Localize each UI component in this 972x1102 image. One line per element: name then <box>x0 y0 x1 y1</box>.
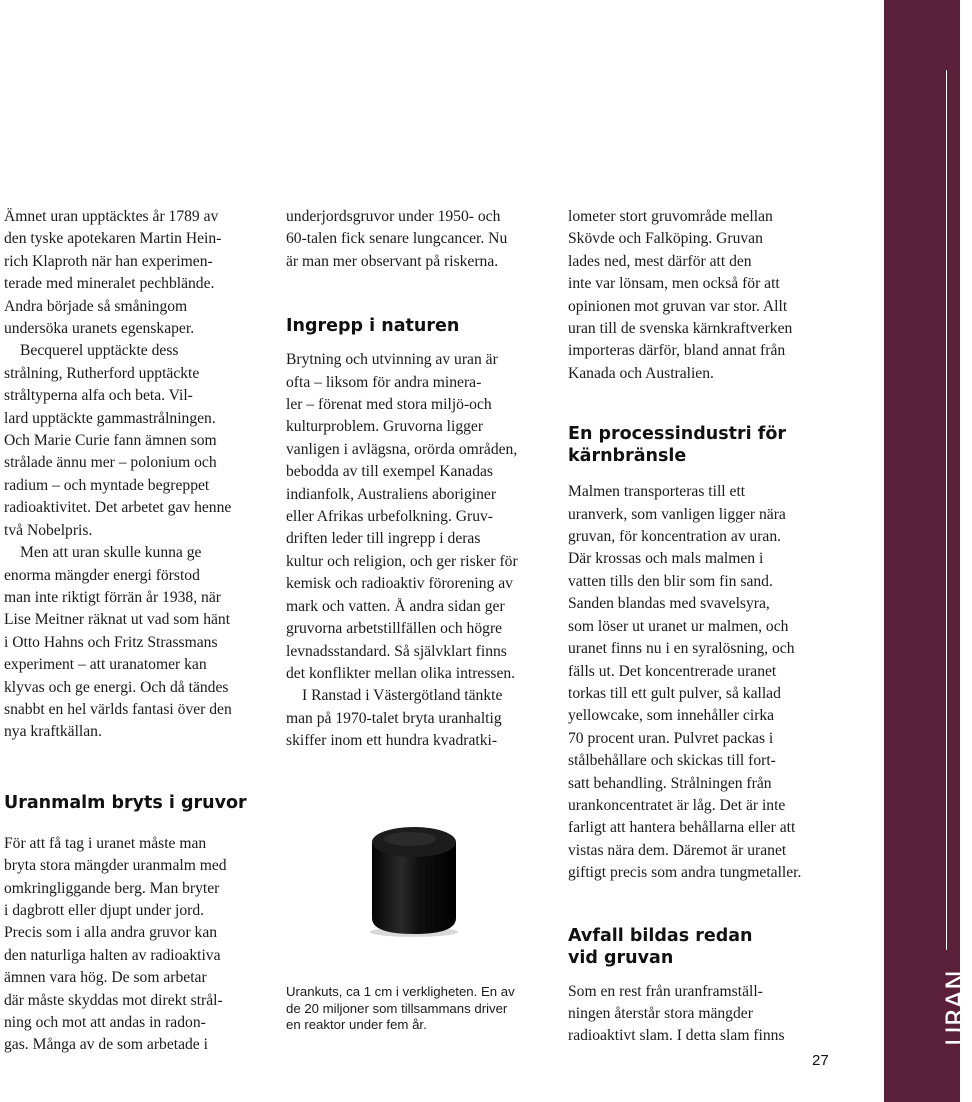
text-line: är man mer observant på riskerna. <box>286 252 499 270</box>
text-line: omkringliggande berg. Man bryter <box>4 879 220 897</box>
text-line: kärnbränsle <box>568 446 687 467</box>
text-line: mark och vatten. Å andra sidan ger <box>286 597 505 615</box>
heading-avfall <box>568 925 830 969</box>
text-line: experiment – att uranatomer kan <box>4 656 207 674</box>
text-line: klyvas och ge energi. Och då tändes <box>4 678 229 696</box>
text-line: den tyske apotekaren Martin Hein- <box>4 230 222 248</box>
text-line: För att få tag i uranet måste man <box>4 834 207 852</box>
text-line: giftigt precis som andra tungmetaller. <box>568 864 802 882</box>
paragraph-meitner <box>4 542 266 744</box>
text-line: skiffer inom ett hundra kvadratki- <box>286 732 498 750</box>
text-line: inte var lönsam, men också för att <box>568 275 780 293</box>
paragraph-becquerel <box>4 340 266 542</box>
text-line: ning och mot att andas in radon- <box>4 1014 206 1031</box>
text-line: lometer stort gruvområde mellan <box>568 208 773 225</box>
text-line: Brytning och utvinning av uran är <box>286 351 498 369</box>
text-line: enorma mängder energi förstod <box>4 566 200 584</box>
paragraph-mining <box>4 833 266 1057</box>
text-line: kultur och religion, och ger risker för <box>286 552 518 570</box>
text-line: ler – förenat med stora miljö-och <box>286 396 492 414</box>
chapter-label: URAN <box>941 969 972 1046</box>
text-line: gruvan, för koncentration av uran. <box>568 528 782 546</box>
text-line: i Otto Hahns och Fritz Strassmans <box>4 633 218 651</box>
text-line: Sanden blandas med svavelsyra, <box>568 595 770 613</box>
text-line: Malmen transporteras till ett <box>568 483 746 501</box>
text-line: Precis som i alla andra gruvor kan <box>4 924 218 942</box>
text-line: Becquerel upptäckte dess <box>20 342 179 360</box>
paragraph-ranstad-cont <box>568 206 830 385</box>
text-line: importeras därför, bland annat från <box>568 342 786 360</box>
text-line: indianfolk, Australiens aboriginer <box>286 485 497 503</box>
text-line: Men att uran skulle kunna ge <box>20 544 202 562</box>
text-column-2 <box>286 206 548 753</box>
text-line: uran till de svenska kärnkraftverken <box>568 320 793 338</box>
text-line: vatten tills den blir som fin sand. <box>568 572 773 590</box>
text-column-1 <box>4 206 266 1057</box>
text-line: Kanada och Australien. <box>568 364 714 382</box>
text-line: som löser ut uranet ur malmen, och <box>568 617 789 635</box>
text-line: strålade ännu mer – polonium och <box>4 454 217 472</box>
text-line: Skövde och Falköping. Gruvan <box>568 230 763 248</box>
text-line: Andra började så småningom <box>4 297 188 315</box>
text-line: radioaktivt slam. I detta slam finns <box>568 1027 785 1045</box>
heading-uranmalm: Uranmalm bryts i gruvor <box>4 792 247 813</box>
text-line: driften leder till ingrepp i deras <box>286 530 481 548</box>
text-line: opinionen mot gruvan var stor. Allt <box>568 297 788 315</box>
text-line: satt behandling. Strålningen från <box>568 774 772 792</box>
text-line: radium – och myntade begreppet <box>4 476 210 494</box>
text-line: 60-talen fick senare lungcancer. Nu <box>286 230 508 248</box>
paragraph-discovery <box>4 206 266 340</box>
text-line: Och Marie Curie fann ämnen som <box>4 432 217 450</box>
text-line: Där krossas och mals malmen i <box>568 550 764 568</box>
text-line: I Ranstad i Västergötland tänkte <box>302 687 503 705</box>
text-line: Urankuts, ca 1 cm i verkligheten. En av <box>286 984 515 999</box>
text-line: fälls ut. Det koncentrerade uranet <box>568 662 777 680</box>
text-line: bryta stora mängder uranmalm med <box>4 857 227 875</box>
text-line: en reaktor under fem år. <box>286 1017 427 1032</box>
text-line: vanligen i avlägsna, orörda områden, <box>286 440 518 458</box>
paragraph-environment <box>286 349 548 685</box>
text-line: 70 procent uran. Pulvret packas i <box>568 729 774 747</box>
text-line: stålbehållare och skickas till fort- <box>568 752 776 770</box>
text-line: kulturproblem. Gruvorna ligger <box>286 418 484 436</box>
text-line: nya kraftkällan. <box>4 723 102 741</box>
uranium-pellet-image <box>358 822 468 940</box>
text-line: strålning, Rutherford upptäckte <box>4 364 200 382</box>
text-line: den naturliga halten av radioaktiva <box>4 946 221 964</box>
sidebar-rule <box>946 70 947 950</box>
text-line: eller Afrikas urbefolkning. Gruv- <box>286 508 493 526</box>
text-column-3 <box>568 206 830 1048</box>
text-line: radioaktivitet. Det arbetet gav henne <box>4 499 232 517</box>
page-number: 27 <box>812 1052 829 1069</box>
text-line: vistas nära dem. Däremot är uranet <box>568 841 787 859</box>
heading-ingrepp: Ingrepp i naturen <box>286 316 460 337</box>
paragraph-uranverk <box>568 481 830 884</box>
text-line: yellowcake, som innehåller cirka <box>568 707 775 725</box>
heading-processindustri <box>568 423 830 467</box>
text-line: man inte riktigt förrän år 1938, när <box>4 588 221 606</box>
text-line: man på 1970-talet bryta uranhaltig <box>286 709 502 727</box>
text-line: där måste skyddas mot direkt strål- <box>4 991 223 1009</box>
text-line: rich Klaproth när han experimen- <box>4 252 213 270</box>
text-line: gruvorna arbetstillfällen och högre <box>286 620 503 638</box>
text-line: Ämnet uran upptäcktes år 1789 av <box>4 208 219 225</box>
text-line: stråltyperna alfa och beta. Vil- <box>4 387 193 405</box>
text-line: gas. Många av de som arbetade i <box>4 1036 208 1054</box>
text-line: det konflikter mellan olika intressen. <box>286 664 516 682</box>
text-line: Avfall bildas redan <box>568 925 753 946</box>
text-line: uranet finns nu i en syralösning, och <box>568 640 795 658</box>
text-line: bebodda av till exempel Kanadas <box>286 463 493 481</box>
text-line: lades ned, mest därför att den <box>568 252 752 270</box>
text-line: Lise Meitner räknat ut vad som hänt <box>4 611 231 629</box>
chapter-sidebar <box>884 0 960 1102</box>
text-line: farligt att hantera behållarna eller att <box>568 819 796 837</box>
text-line: ofta – liksom för andra minera- <box>286 373 482 391</box>
text-line: snabbt en hel världs fantasi över den <box>4 700 232 718</box>
text-line: lard upptäckte gammastrålningen. <box>4 409 216 427</box>
text-line: kemisk och radioaktiv förorening av <box>286 575 513 593</box>
text-line: torkas till ett gult pulver, så kallad <box>568 684 781 702</box>
text-line: i dagbrott eller djupt under jord. <box>4 901 205 919</box>
text-line: En processindustri för <box>568 424 786 445</box>
text-line: underjordsgruvor under 1950- och <box>286 208 501 225</box>
text-line: ningen återstår stora mängder <box>568 1004 753 1022</box>
text-line: undersöka uranets egenskaper. <box>4 320 195 338</box>
text-line: levnadsstandard. Så självklart finns <box>286 642 507 660</box>
text-line: de 20 miljoner som tillsammans driver <box>286 1000 508 1016</box>
text-line: Som en rest från uranframställ- <box>568 982 763 1000</box>
text-line: urankoncentratet är låg. Det är inte <box>568 796 786 814</box>
paragraph-lung-cancer <box>286 206 548 273</box>
paragraph-ranstad <box>286 685 548 752</box>
photo-caption <box>286 984 556 1034</box>
text-line: uranverk, som vanligen ligger nära <box>568 505 786 523</box>
text-line: ämnen vara hög. De som arbetar <box>4 969 207 987</box>
text-line: vid gruvan <box>568 947 674 968</box>
paragraph-slam <box>568 981 830 1048</box>
text-line: två Nobelpris. <box>4 521 93 539</box>
text-line: terade med mineralet pechblände. <box>4 275 215 293</box>
